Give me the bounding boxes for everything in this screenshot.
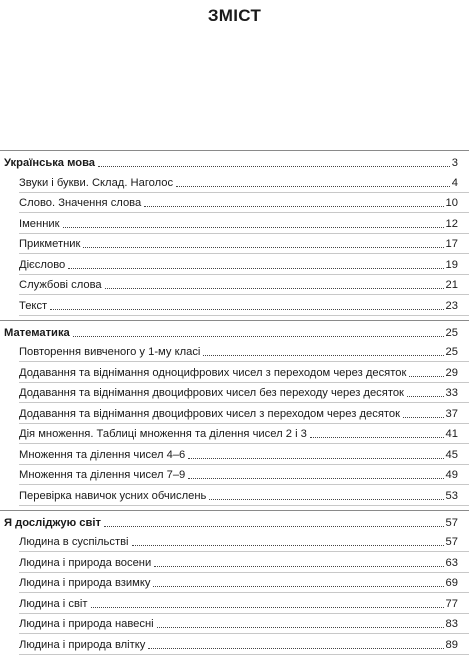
- entry-label: Службові слова: [19, 279, 102, 291]
- dot-leader: [154, 566, 443, 567]
- entry-label: Людина і світ: [19, 597, 88, 610]
- dot-leader: [83, 247, 443, 248]
- entry-label: Прикметник: [19, 238, 81, 250]
- page-number: 4: [451, 176, 458, 189]
- entry-label: Дієслово: [19, 258, 66, 271]
- page-title: ЗМІСТ: [207, 6, 262, 25]
- page-number: 57: [445, 536, 458, 548]
- toc-entry[interactable]: [19, 213, 469, 234]
- toc-entry[interactable]: [19, 634, 469, 655]
- section-title: Математика: [4, 326, 70, 339]
- dot-leader: [68, 268, 443, 269]
- page-number: 23: [445, 299, 458, 312]
- page-number: 29: [445, 366, 458, 379]
- dot-leader: [188, 478, 443, 479]
- dot-leader: [407, 396, 444, 397]
- entry-label: Іменник: [19, 217, 60, 230]
- toc-entry[interactable]: [19, 573, 469, 594]
- page-number: 33: [445, 387, 458, 399]
- toc-section-ukrainian: [0, 150, 469, 316]
- dot-leader: [132, 545, 444, 546]
- page-number: 10: [445, 197, 458, 209]
- toc-entry[interactable]: [19, 444, 469, 465]
- page-number: 21: [445, 279, 458, 291]
- dot-leader: [176, 186, 450, 187]
- section-title: Українська мова: [4, 157, 96, 169]
- page-number: 45: [445, 448, 458, 461]
- toc-entry[interactable]: [19, 485, 469, 506]
- page-number: 53: [445, 489, 458, 502]
- page-number: 25: [445, 326, 458, 339]
- toc-entry[interactable]: [19, 234, 469, 255]
- toc-entry[interactable]: [19, 424, 469, 445]
- dot-leader: [50, 309, 443, 310]
- entry-label: Текст: [19, 299, 48, 312]
- toc-section-heading[interactable]: [0, 321, 469, 342]
- page-number: 12: [445, 217, 458, 230]
- dot-leader: [63, 227, 444, 228]
- toc-section-world: [0, 510, 469, 655]
- page-number: 19: [445, 258, 458, 271]
- dot-leader: [73, 336, 444, 337]
- page-number: 3: [451, 157, 458, 169]
- dot-leader: [403, 417, 444, 418]
- page-number: 57: [445, 516, 458, 529]
- toc-entry[interactable]: [19, 342, 469, 363]
- entry-label: Дія множення. Таблиці множення та ділення чисел 2 і 3: [19, 428, 307, 440]
- entry-label: Перевірка навичок усних обчислень: [19, 489, 207, 502]
- entry-label: Додавання та віднімання двоцифрових чисел без переходу через десяток: [19, 387, 404, 399]
- dot-leader: [310, 437, 444, 438]
- entry-label: Слово. Значення слова: [19, 197, 142, 209]
- toc-section-heading[interactable]: [0, 151, 469, 172]
- entry-label: Людина і природа влітку: [19, 638, 146, 651]
- page-number: 37: [445, 407, 458, 420]
- entry-label: Множення та ділення чисел 4–6: [19, 448, 186, 461]
- toc-entry[interactable]: [19, 532, 469, 553]
- entry-label: Людина і природа восени: [19, 556, 152, 569]
- toc-entry[interactable]: [19, 172, 469, 193]
- dot-leader: [144, 206, 443, 207]
- dot-leader: [104, 526, 444, 527]
- section-title: Я досліджую світ: [4, 516, 101, 529]
- toc-entry[interactable]: [19, 193, 469, 214]
- dot-leader: [203, 355, 443, 356]
- dot-leader: [148, 648, 443, 649]
- toc-entry[interactable]: [19, 614, 469, 635]
- entry-label: Повторення вивченого у 1-му класі: [19, 346, 201, 358]
- dot-leader: [98, 166, 450, 167]
- page-number: 25: [445, 346, 458, 358]
- page-number: 63: [445, 556, 458, 569]
- page-number: 17: [445, 238, 458, 250]
- entry-label: Додавання та віднімання одноцифрових чисел з переходом через десяток: [19, 366, 407, 379]
- entry-label: Додавання та віднімання двоцифрових чисел з переходом через десяток: [19, 407, 401, 420]
- entry-label: Звуки і букви. Склад. Наголос: [19, 176, 174, 189]
- dot-leader: [153, 586, 443, 587]
- toc-entry[interactable]: [19, 254, 469, 275]
- toc-entry[interactable]: [19, 552, 469, 573]
- toc-entry[interactable]: [19, 295, 469, 316]
- entry-label: Людина і природа навесні: [19, 618, 154, 630]
- dot-leader: [188, 458, 443, 459]
- toc-entry[interactable]: [19, 362, 469, 383]
- toc-entry[interactable]: [19, 593, 469, 614]
- dot-leader: [209, 499, 443, 500]
- dot-leader: [105, 288, 444, 289]
- toc-section-math: [0, 320, 469, 506]
- toc-entry[interactable]: [19, 403, 469, 424]
- page-number: 77: [445, 597, 458, 610]
- entry-label: Людина і природа взимку: [19, 577, 151, 589]
- toc-entry[interactable]: [19, 383, 469, 404]
- toc-entry[interactable]: [19, 465, 469, 486]
- dot-leader: [409, 376, 443, 377]
- toc-section-heading[interactable]: [0, 511, 469, 532]
- entry-label: Людина в суспільстві: [19, 536, 129, 548]
- dot-leader: [157, 627, 444, 628]
- dot-leader: [91, 607, 444, 608]
- page-number: 41: [445, 428, 458, 440]
- toc-entry[interactable]: [19, 275, 469, 296]
- entry-label: Множення та ділення чисел 7–9: [19, 469, 186, 481]
- table-of-contents: [0, 150, 469, 659]
- page-number: 83: [445, 618, 458, 630]
- page-number: 69: [445, 577, 458, 589]
- page-number: 89: [445, 638, 458, 651]
- page-number: 49: [445, 469, 458, 481]
